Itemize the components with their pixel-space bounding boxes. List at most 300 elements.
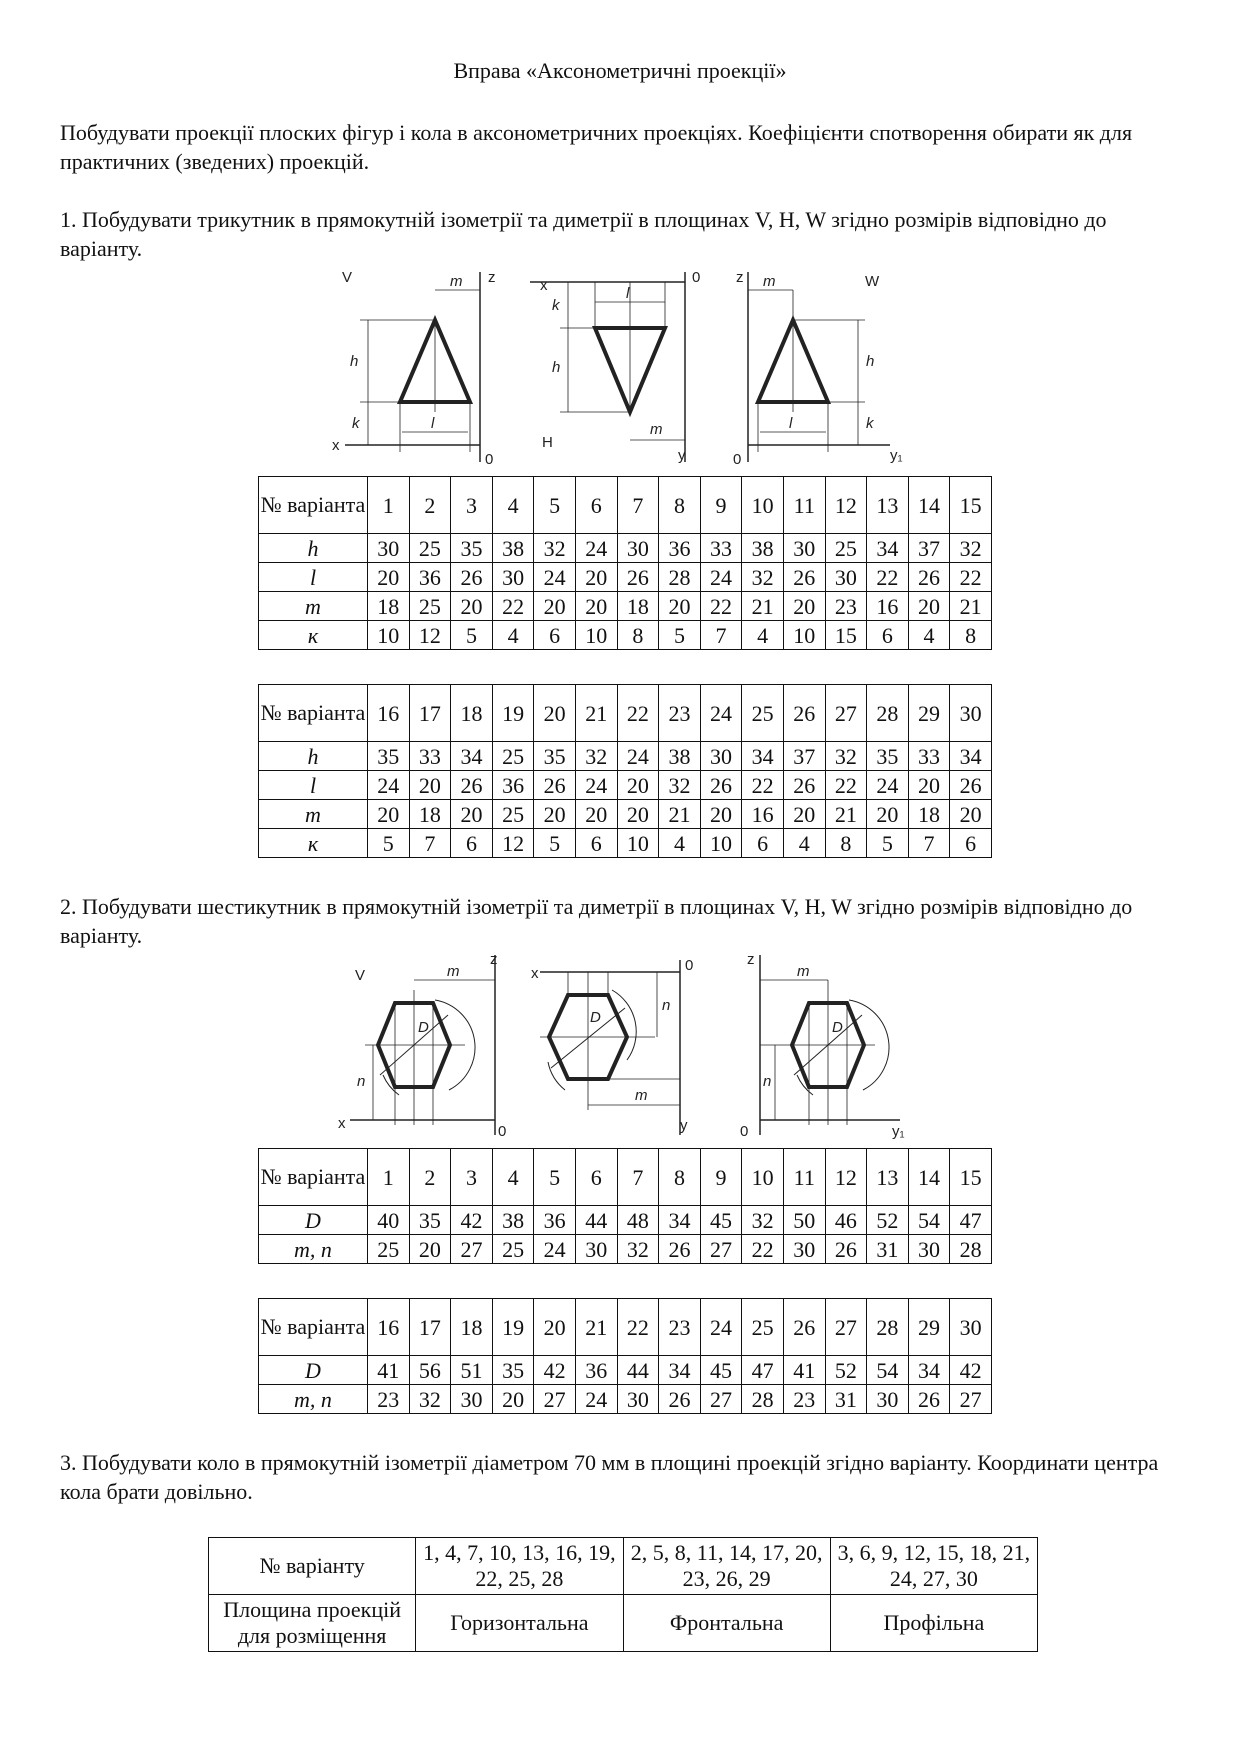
variant-cell: 6	[575, 1149, 617, 1206]
value-cell: 35	[409, 1206, 451, 1235]
value-cell: 30	[575, 1235, 617, 1264]
label-origin: 0	[740, 1123, 749, 1140]
value-cell: 31	[825, 1385, 867, 1414]
variant-cell: 16	[368, 685, 410, 742]
value-cell: 32	[534, 534, 576, 563]
row-label: m	[259, 800, 368, 829]
value-cell: 32	[617, 1235, 659, 1264]
label-h: h	[552, 359, 561, 376]
value-cell: 10	[617, 829, 659, 858]
value-cell: 22	[867, 563, 909, 592]
variant-cell: 14	[908, 1149, 950, 1206]
value-cell: 20	[368, 800, 410, 829]
value-cell: 26	[700, 771, 742, 800]
label-l: l	[789, 415, 793, 432]
value-cell: 30	[368, 534, 410, 563]
value-cell: 27	[950, 1385, 992, 1414]
variant-cell: 21	[575, 685, 617, 742]
value-cell: 8	[825, 829, 867, 858]
label-d: D	[590, 1009, 601, 1026]
label-z: z	[488, 269, 496, 286]
label-y: y	[678, 447, 686, 464]
value-cell: 12	[409, 621, 451, 650]
value-cell: 5	[534, 829, 576, 858]
value-cell: 34	[742, 742, 784, 771]
value-cell: 18	[368, 592, 410, 621]
value-cell: 34	[950, 742, 992, 771]
label-y1: y₁	[892, 1123, 905, 1140]
value-cell: 30	[492, 563, 534, 592]
variant-cell: 29	[908, 685, 950, 742]
value-cell: 40	[368, 1206, 410, 1235]
page-title: Вправа «Аксонометричні проекції»	[453, 58, 787, 83]
value-cell: 32	[825, 742, 867, 771]
value-cell: 26	[451, 563, 493, 592]
value-cell: 23	[368, 1385, 410, 1414]
variant-cell: 22	[617, 1299, 659, 1356]
label-x: x	[540, 277, 548, 294]
hexagon-table-16-30	[258, 1298, 992, 1414]
variant-cell: 1	[368, 1149, 410, 1206]
value-cell: 47	[950, 1206, 992, 1235]
value-cell: 10	[700, 829, 742, 858]
value-cell: 47	[742, 1356, 784, 1385]
value-cell: 30	[867, 1385, 909, 1414]
intro-text: Побудувати проекції плоских фігур і кола в аксонометричних проекціях. Коефіцієнти спотворення обирати як для практичних (зведених) проекцій.	[60, 120, 1133, 174]
row-label: m, n	[259, 1235, 368, 1264]
value-cell: 30	[825, 563, 867, 592]
value-cell: 26	[825, 1235, 867, 1264]
value-cell: 20	[409, 1235, 451, 1264]
variant-cell: 13	[867, 1149, 909, 1206]
value-cell: 28	[742, 1385, 784, 1414]
plane-cell: Горизонтальна	[416, 1595, 623, 1652]
value-cell: 25	[492, 800, 534, 829]
label-n: n	[357, 1073, 366, 1090]
value-cell: 45	[700, 1206, 742, 1235]
value-cell: 6	[867, 621, 909, 650]
value-cell: 4	[783, 829, 825, 858]
value-cell: 7	[908, 829, 950, 858]
table-row	[259, 1385, 992, 1414]
label-m: m	[650, 421, 663, 438]
value-cell: 36	[409, 563, 451, 592]
value-cell: 20	[908, 592, 950, 621]
value-cell: 23	[783, 1385, 825, 1414]
row-label: l	[259, 771, 368, 800]
label-m: m	[450, 273, 463, 290]
label-l: l	[431, 415, 435, 432]
hexagon-v-panel	[338, 951, 506, 1140]
row-label: l	[259, 563, 368, 592]
variant-cell: 27	[825, 685, 867, 742]
variant-cell: 2	[409, 477, 451, 534]
value-cell: 28	[659, 563, 701, 592]
value-cell: 30	[783, 534, 825, 563]
variant-cell: 9	[700, 1149, 742, 1206]
row-label: Площина проекцій для розміщення	[209, 1595, 416, 1652]
table-row	[259, 1235, 992, 1264]
value-cell: 20	[908, 771, 950, 800]
value-cell: 27	[534, 1385, 576, 1414]
value-cell: 25	[368, 1235, 410, 1264]
value-cell: 12	[492, 829, 534, 858]
variant-cell: 14	[908, 477, 950, 534]
row-label: D	[259, 1356, 368, 1385]
header-cell: № варіанта	[259, 685, 368, 742]
table-row	[259, 829, 992, 858]
label-d: D	[418, 1019, 429, 1036]
value-cell: 25	[492, 742, 534, 771]
value-cell: 26	[617, 563, 659, 592]
label-m: m	[635, 1087, 648, 1104]
value-cell: 22	[700, 592, 742, 621]
label-origin: 0	[692, 269, 701, 286]
value-cell: 16	[867, 592, 909, 621]
value-cell: 6	[451, 829, 493, 858]
label-y1: y₁	[890, 447, 903, 464]
label-z: z	[736, 269, 744, 286]
value-cell: 35	[368, 742, 410, 771]
value-cell: 20	[534, 592, 576, 621]
variant-cell: 11	[783, 1149, 825, 1206]
row-label: D	[259, 1206, 368, 1235]
value-cell: 37	[908, 534, 950, 563]
value-cell: 8	[617, 621, 659, 650]
variant-cell: 29	[908, 1299, 950, 1356]
value-cell: 24	[368, 771, 410, 800]
variant-cell: 26	[783, 685, 825, 742]
value-cell: 20	[783, 592, 825, 621]
variant-cell: 28	[867, 1299, 909, 1356]
value-cell: 26	[451, 771, 493, 800]
variant-cell: 12	[825, 477, 867, 534]
value-cell: 21	[825, 800, 867, 829]
variant-cell: 7	[617, 477, 659, 534]
value-cell: 33	[908, 742, 950, 771]
hexagon-table-1-15	[258, 1148, 992, 1264]
hexagon-h-panel	[531, 957, 693, 1135]
value-cell: 20	[783, 800, 825, 829]
label-h: h	[866, 353, 875, 370]
label-d: D	[832, 1019, 843, 1036]
value-cell: 6	[534, 621, 576, 650]
variant-cell: 23	[659, 1299, 701, 1356]
value-cell: 30	[617, 534, 659, 563]
header-cell: № варіанта	[259, 477, 368, 534]
value-cell: 31	[867, 1235, 909, 1264]
label-v: V	[342, 269, 353, 286]
variant-group-cell: 1, 4, 7, 10, 13, 16, 19, 22, 25, 28	[416, 1538, 623, 1595]
value-cell: 20	[700, 800, 742, 829]
task2-text: 2. Побудувати шестикутник в прямокутній ізометрії та диметрії в площинах V, H, W згідно розмірів відповідно до варіанту.	[60, 894, 1133, 948]
value-cell: 6	[575, 829, 617, 858]
value-cell: 41	[368, 1356, 410, 1385]
row-label: h	[259, 742, 368, 771]
value-cell: 32	[659, 771, 701, 800]
value-cell: 34	[908, 1356, 950, 1385]
variant-cell: 30	[950, 1299, 992, 1356]
value-cell: 20	[950, 800, 992, 829]
header-cell: № варіанта	[259, 1299, 368, 1356]
triangle-w-panel	[733, 269, 903, 468]
table-row	[259, 563, 992, 592]
value-cell: 25	[409, 592, 451, 621]
value-cell: 20	[867, 800, 909, 829]
value-cell: 27	[700, 1235, 742, 1264]
value-cell: 25	[825, 534, 867, 563]
table-row	[259, 771, 992, 800]
label-w: W	[865, 273, 880, 290]
value-cell: 24	[534, 1235, 576, 1264]
value-cell: 30	[700, 742, 742, 771]
label-h: h	[350, 353, 359, 370]
value-cell: 5	[867, 829, 909, 858]
value-cell: 18	[409, 800, 451, 829]
label-origin: 0	[733, 451, 742, 468]
label-z: z	[490, 951, 498, 968]
triangle-table-16-30	[258, 684, 992, 858]
value-cell: 36	[492, 771, 534, 800]
row-label: m, n	[259, 1385, 368, 1414]
variant-cell: 21	[575, 1299, 617, 1356]
label-origin: 0	[685, 957, 694, 974]
value-cell: 21	[659, 800, 701, 829]
variant-cell: 18	[451, 685, 493, 742]
header-cell: № варіанта	[259, 1149, 368, 1206]
variant-cell: 7	[617, 1149, 659, 1206]
label-n: n	[763, 1073, 772, 1090]
table-row	[259, 477, 992, 534]
value-cell: 20	[451, 800, 493, 829]
value-cell: 10	[575, 621, 617, 650]
variant-cell: 8	[659, 1149, 701, 1206]
value-cell: 20	[575, 563, 617, 592]
task1-text: 1. Побудувати трикутник в прямокутній ізометрії та диметрії в площинах V, H, W згідно розмірів відповідно до варіанту.	[60, 207, 1107, 261]
value-cell: 24	[867, 771, 909, 800]
value-cell: 52	[867, 1206, 909, 1235]
value-cell: 37	[783, 742, 825, 771]
value-cell: 24	[575, 1385, 617, 1414]
value-cell: 15	[825, 621, 867, 650]
table-row	[259, 685, 992, 742]
variant-cell: 8	[659, 477, 701, 534]
value-cell: 8	[950, 621, 992, 650]
value-cell: 35	[492, 1356, 534, 1385]
value-cell: 26	[950, 771, 992, 800]
value-cell: 44	[617, 1356, 659, 1385]
value-cell: 35	[867, 742, 909, 771]
value-cell: 38	[742, 534, 784, 563]
variant-cell: 12	[825, 1149, 867, 1206]
value-cell: 26	[908, 563, 950, 592]
value-cell: 52	[825, 1356, 867, 1385]
value-cell: 24	[700, 563, 742, 592]
value-cell: 35	[451, 534, 493, 563]
label-k: k	[352, 415, 360, 432]
value-cell: 30	[617, 1385, 659, 1414]
value-cell: 6	[950, 829, 992, 858]
variant-cell: 4	[492, 477, 534, 534]
variant-cell: 18	[451, 1299, 493, 1356]
table-row	[259, 1206, 992, 1235]
value-cell: 24	[575, 534, 617, 563]
value-cell: 4	[492, 621, 534, 650]
value-cell: 32	[950, 534, 992, 563]
variant-cell: 17	[409, 685, 451, 742]
label-m: m	[763, 273, 776, 290]
value-cell: 32	[742, 1206, 784, 1235]
value-cell: 26	[783, 771, 825, 800]
plane-cell: Профільна	[830, 1595, 1037, 1652]
value-cell: 35	[534, 742, 576, 771]
variant-cell: 20	[534, 1299, 576, 1356]
value-cell: 20	[451, 592, 493, 621]
variant-group-cell: 2, 5, 8, 11, 14, 17, 20, 23, 26, 29	[623, 1538, 830, 1595]
value-cell: 20	[534, 800, 576, 829]
label-k: k	[866, 415, 874, 432]
triangle-h-panel	[530, 269, 700, 464]
value-cell: 22	[742, 771, 784, 800]
value-cell: 20	[575, 592, 617, 621]
variant-cell: 11	[783, 477, 825, 534]
value-cell: 23	[825, 592, 867, 621]
value-cell: 34	[659, 1356, 701, 1385]
value-cell: 26	[534, 771, 576, 800]
variant-cell: 27	[825, 1299, 867, 1356]
value-cell: 26	[659, 1385, 701, 1414]
row-label: h	[259, 534, 368, 563]
value-cell: 16	[742, 800, 784, 829]
variant-cell: 25	[742, 1299, 784, 1356]
row-label: m	[259, 592, 368, 621]
value-cell: 36	[534, 1206, 576, 1235]
value-cell: 34	[659, 1206, 701, 1235]
value-cell: 21	[950, 592, 992, 621]
value-cell: 56	[409, 1356, 451, 1385]
value-cell: 20	[659, 592, 701, 621]
variant-cell: 1	[368, 477, 410, 534]
value-cell: 28	[950, 1235, 992, 1264]
label-l: l	[626, 285, 630, 302]
value-cell: 25	[409, 534, 451, 563]
value-cell: 36	[659, 534, 701, 563]
table-row	[259, 1299, 992, 1356]
variant-cell: 5	[534, 477, 576, 534]
value-cell: 20	[409, 771, 451, 800]
value-cell: 7	[700, 621, 742, 650]
value-cell: 30	[783, 1235, 825, 1264]
variant-cell: 4	[492, 1149, 534, 1206]
variant-cell: 22	[617, 685, 659, 742]
triangle-table-1-15	[258, 476, 992, 650]
variant-cell: 2	[409, 1149, 451, 1206]
variant-cell: 15	[950, 477, 992, 534]
value-cell: 46	[825, 1206, 867, 1235]
value-cell: 32	[742, 563, 784, 592]
row-label: к	[259, 829, 368, 858]
value-cell: 22	[825, 771, 867, 800]
task3-text: 3. Побудувати коло в прямокутній ізометрії діаметром 70 мм в площині проекцій згідно варіанту. Координати центра кола брати довільно.	[60, 1450, 1159, 1504]
value-cell: 32	[409, 1385, 451, 1414]
circle-plane-table	[208, 1537, 1038, 1652]
variant-cell: 26	[783, 1299, 825, 1356]
value-cell: 21	[742, 592, 784, 621]
label-x: x	[332, 437, 340, 454]
variant-cell: 9	[700, 477, 742, 534]
value-cell: 4	[908, 621, 950, 650]
variant-cell: 24	[700, 685, 742, 742]
value-cell: 5	[368, 829, 410, 858]
value-cell: 30	[451, 1385, 493, 1414]
value-cell: 18	[617, 592, 659, 621]
table-row	[259, 1149, 992, 1206]
variant-cell: 24	[700, 1299, 742, 1356]
variant-cell: 28	[867, 685, 909, 742]
variant-cell: 19	[492, 685, 534, 742]
value-cell: 27	[700, 1385, 742, 1414]
variant-cell: 16	[368, 1299, 410, 1356]
value-cell: 50	[783, 1206, 825, 1235]
value-cell: 22	[492, 592, 534, 621]
value-cell: 42	[451, 1206, 493, 1235]
table-row	[259, 742, 992, 771]
value-cell: 26	[908, 1385, 950, 1414]
triangle-v-panel	[332, 269, 496, 468]
hexagon-w-panel	[740, 951, 905, 1140]
variant-cell: 30	[950, 685, 992, 742]
variant-cell: 5	[534, 1149, 576, 1206]
value-cell: 24	[617, 742, 659, 771]
value-cell: 10	[368, 621, 410, 650]
value-cell: 26	[659, 1235, 701, 1264]
row-label: к	[259, 621, 368, 650]
triangle-figure	[330, 262, 930, 472]
table-row	[259, 621, 992, 650]
label-v: V	[355, 967, 366, 984]
table-row	[259, 1356, 992, 1385]
plane-cell: Фронтальна	[623, 1595, 830, 1652]
variant-cell: 3	[451, 477, 493, 534]
variant-cell: 3	[451, 1149, 493, 1206]
label-origin: 0	[498, 1123, 507, 1140]
variant-cell: 19	[492, 1299, 534, 1356]
table-row	[209, 1538, 1038, 1595]
value-cell: 54	[908, 1206, 950, 1235]
variant-cell: 10	[742, 1149, 784, 1206]
variant-cell: 25	[742, 685, 784, 742]
value-cell: 5	[451, 621, 493, 650]
label-h-plane: H	[542, 434, 553, 451]
table-row	[209, 1595, 1038, 1652]
label-m: m	[797, 963, 810, 980]
label-origin: 0	[485, 451, 494, 468]
variant-cell: 6	[575, 477, 617, 534]
value-cell: 24	[534, 563, 576, 592]
value-cell: 34	[867, 534, 909, 563]
value-cell: 33	[700, 534, 742, 563]
value-cell: 7	[409, 829, 451, 858]
value-cell: 34	[451, 742, 493, 771]
label-m: m	[447, 963, 460, 980]
label-y: y	[680, 1117, 688, 1134]
value-cell: 4	[659, 829, 701, 858]
table-row	[259, 534, 992, 563]
value-cell: 41	[783, 1356, 825, 1385]
value-cell: 20	[617, 800, 659, 829]
value-cell: 44	[575, 1206, 617, 1235]
label-z: z	[747, 951, 755, 968]
